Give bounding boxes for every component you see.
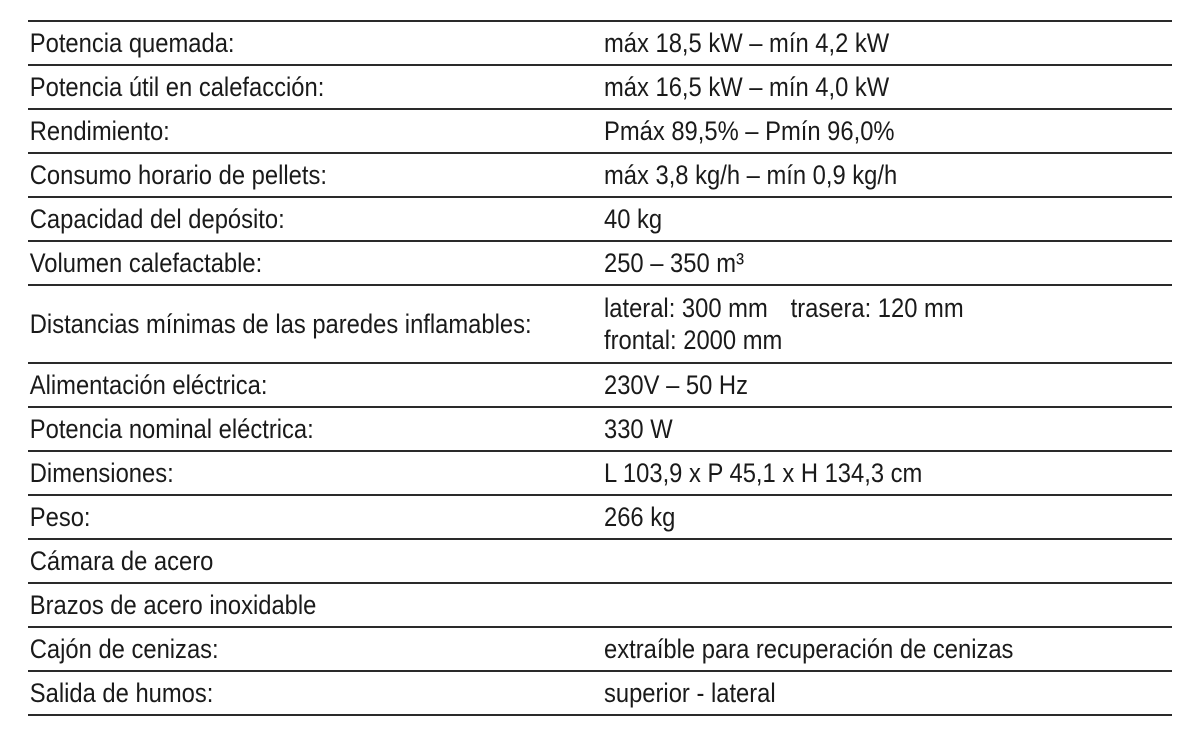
- spec-value: 266 kg: [604, 502, 676, 532]
- spec-value: 230V – 50 Hz: [604, 370, 748, 400]
- spec-row-distancias: [28, 286, 1172, 364]
- spec-value: Pmáx 89,5% – Pmín 96,0%: [604, 116, 895, 146]
- spec-value: L 103,9 x P 45,1 x H 134,3 cm: [604, 458, 923, 488]
- spec-row-camara: [28, 540, 1172, 584]
- spec-row-alimentacion: [28, 364, 1172, 408]
- spec-label: Peso:: [29, 502, 91, 532]
- spec-label: Potencia nominal eléctrica:: [29, 414, 314, 444]
- spec-label: Potencia útil en calefacción:: [29, 72, 325, 102]
- spec-table: [28, 20, 1172, 716]
- spec-label: Brazos de acero inoxidable: [29, 590, 317, 620]
- spec-row-capacidad-deposito: [28, 198, 1172, 242]
- spec-value: superior - lateral: [604, 678, 776, 708]
- spec-value: 40 kg: [604, 204, 663, 234]
- spec-value-trasera: trasera: 120 mm: [790, 293, 964, 323]
- spec-value: extraíble para recuperación de cenizas: [604, 634, 1014, 664]
- spec-label: Dimensiones:: [29, 458, 174, 488]
- spec-label: Capacidad del depósito:: [29, 204, 285, 234]
- spec-value: 330 W: [604, 414, 673, 444]
- spec-row-dimensiones: [28, 452, 1172, 496]
- spec-value-lateral: lateral: 300 mm: [604, 293, 768, 323]
- spec-value-frontal: frontal: 2000 mm: [604, 325, 783, 355]
- spec-row-cajon-cenizas: [28, 628, 1172, 672]
- spec-row-brazos: [28, 584, 1172, 628]
- spec-label: Cajón de cenizas:: [29, 634, 219, 664]
- spec-row-volumen: [28, 242, 1172, 286]
- spec-row-consumo-pellets: [28, 154, 1172, 198]
- spec-label: Rendimiento:: [29, 116, 170, 146]
- spec-label: Alimentación eléctrica:: [29, 370, 268, 400]
- spec-label: Consumo horario de pellets:: [29, 160, 327, 190]
- spec-row-salida-humos: [28, 672, 1172, 716]
- spec-row-peso: [28, 496, 1172, 540]
- spec-value-line-1: [604, 292, 1104, 324]
- spec-row-potencia-nominal: [28, 408, 1172, 452]
- spec-row-potencia-util: [28, 66, 1172, 110]
- spec-value: máx 16,5 kW – mín 4,0 kW: [604, 72, 890, 102]
- spec-row-rendimiento: [28, 110, 1172, 154]
- spec-value: [604, 292, 1104, 356]
- spec-label: Distancias mínimas de las paredes inflamables:: [29, 309, 532, 339]
- spec-label: Potencia quemada:: [29, 28, 235, 58]
- spec-label: Salida de humos:: [29, 678, 214, 708]
- spec-value: máx 3,8 kg/h – mín 0,9 kg/h: [604, 160, 898, 190]
- spec-label: Cámara de acero: [29, 546, 214, 576]
- spec-value: máx 18,5 kW – mín 4,2 kW: [604, 28, 890, 58]
- spec-label: Volumen calefactable:: [29, 248, 263, 278]
- spec-value: 250 – 350 m³: [604, 248, 745, 278]
- spec-row-potencia-quemada: [28, 22, 1172, 66]
